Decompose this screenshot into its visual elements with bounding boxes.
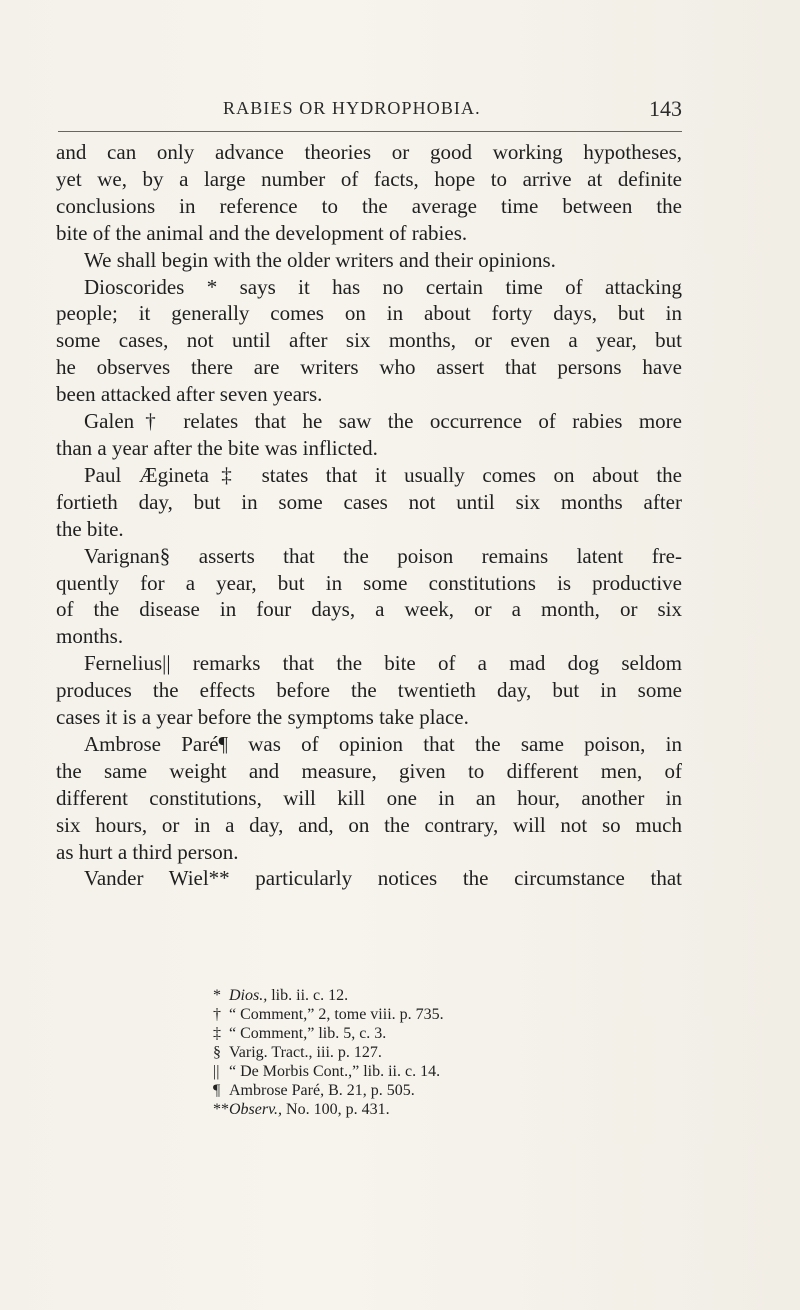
- text-line: the same weight and measure, given to different men, of: [56, 758, 682, 783]
- text-line: Ambrose Paré¶ was of opinion that the same poison, in: [84, 731, 682, 756]
- text-line: cases it is a year before the symptoms take place.: [56, 705, 469, 730]
- text-line: Fernelius|| remarks that the bite of a mad dog seldom: [84, 651, 682, 676]
- text-line: months.: [56, 624, 124, 649]
- text-line: We shall begin with the older writers and their opinions.: [84, 247, 556, 272]
- footnote: [213, 1100, 593, 1119]
- page-header: [58, 98, 682, 126]
- footnote-text: Ambrose Paré, B. 21, p. 505.: [229, 1082, 415, 1099]
- text-line: he observes there are writers who assert that persons have: [56, 355, 682, 380]
- page-number: 143: [649, 96, 682, 121]
- text-line: Dioscorides * says it has no certain time of attacking: [84, 274, 682, 299]
- text-line: and can only advance theories or good working hypotheses,: [56, 140, 682, 164]
- footnotes: [213, 986, 593, 1119]
- footnote: [213, 1043, 593, 1062]
- footnote-text: Varig. Tract., iii. p. 127.: [229, 1044, 382, 1061]
- footnote-mark: **: [213, 1101, 229, 1118]
- footnote: [213, 1062, 593, 1081]
- text-line: the bite.: [56, 516, 124, 541]
- text-line: different constitutions, will kill one in an hour, another in: [56, 785, 682, 810]
- footnote-mark: *: [213, 987, 221, 1004]
- text-line: bite of the animal and the development of rabies.: [56, 220, 468, 245]
- footnote-text: No. 100, p. 431.: [282, 1101, 390, 1118]
- text-line: as hurt a third person.: [56, 839, 239, 864]
- footnote-mark: †: [213, 1006, 221, 1023]
- text-line: quently for a year, but in some constitutions is productive: [56, 570, 682, 595]
- footnote-mark: ¶: [213, 1082, 221, 1099]
- text-line: Galen† relates that he saw the occurrence of rabies more: [84, 409, 682, 434]
- text-line: some cases, not until after six months, or even a year, but: [56, 328, 682, 353]
- text-line: conclusions in reference to the average time between the: [56, 193, 682, 218]
- text-line: fortieth day, but in some cases not until six months after: [56, 489, 682, 514]
- footnote-mark: ||: [213, 1063, 220, 1080]
- footnote: [213, 1024, 593, 1043]
- text-line: people; it generally comes on in about forty days, but in: [56, 301, 682, 326]
- footnote-text: “ De Morbis Cont.,” lib. ii. c. 14.: [229, 1063, 441, 1080]
- footnote-title: Observ.,: [229, 1101, 283, 1118]
- footnote-mark: ‡: [213, 1025, 221, 1042]
- text-line: Vander Wiel** particularly notices the circumstance that: [84, 866, 682, 891]
- footnote: [213, 986, 593, 1005]
- footnote: [213, 1081, 593, 1100]
- text-line: produces the effects before the twentieth day, but in some: [56, 678, 682, 703]
- running-head: RABIES OR HYDROPHOBIA.: [223, 98, 481, 118]
- text-line: Varignan§ asserts that the poison remains latent fre-: [84, 543, 682, 568]
- footnote-title: Dios.,: [229, 987, 268, 1004]
- footnote-mark: §: [213, 1044, 221, 1061]
- header-rule: [58, 131, 682, 132]
- footnote-text: “ Comment,” lib. 5, c. 3.: [229, 1025, 387, 1042]
- text-line: been attacked after seven years.: [56, 382, 323, 407]
- text-line: yet we, by a large number of facts, hope to arrive at definite: [56, 166, 682, 191]
- footnote-text: lib. ii. c. 12.: [267, 987, 349, 1004]
- text-line: Paul Ægineta‡ states that it usually comes on about the: [84, 462, 682, 487]
- text-line: than a year after the bite was inflicted.: [56, 435, 378, 460]
- text-line: six hours, or in a day, and, on the contrary, will not so much: [56, 812, 682, 837]
- footnote-text: “ Comment,” 2, tome viii. p. 735.: [229, 1006, 444, 1023]
- text-line: of the disease in four days, a week, or a month, or six: [56, 597, 682, 622]
- footnote: [213, 1005, 593, 1024]
- body-text: [56, 139, 682, 892]
